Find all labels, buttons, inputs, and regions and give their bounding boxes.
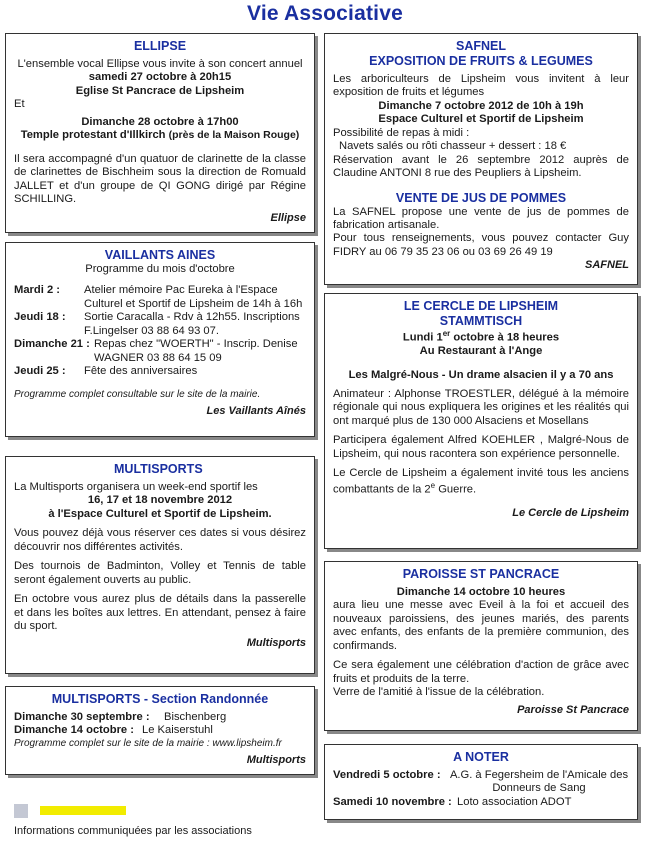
list-item: Vendredi 5 octobre : A.G. à Fegersheim de l'Amicale des Donneurs de Sang <box>333 769 629 795</box>
safnel-meal2: Navets salés ou rôti chasseur + dessert : 18 € <box>339 140 567 153</box>
list-item: Dimanche 21 : Repas chez "WOERTH" - Inscrip. Denise WAGNER 03 88 64 15 09 <box>14 338 298 364</box>
paroisse-date: Dimanche 14 octobre 10 heures <box>396 586 566 598</box>
ellipse-title: ELLIPSE <box>133 39 187 53</box>
list-item: Jeudi 25 : Fête des anniversaires <box>14 365 198 378</box>
vaillants-title: VAILLANTS AINES <box>104 248 216 262</box>
cercle-subtitle: STAMMTISCH <box>439 314 523 328</box>
multisports-dates: 16, 17 et 18 novembre 2012 <box>87 494 233 507</box>
paroisse-box <box>324 561 638 731</box>
ellipse-intro: L'ensemble vocal Ellipse vous invite à son concert annuel <box>17 58 303 70</box>
footer-square-icon <box>14 804 28 818</box>
ellipse-place2: Temple protestant d'Illkirch <box>20 129 166 142</box>
list-item: Dimanche 30 septembre : Bischenberg <box>14 711 227 723</box>
safnel-date: Dimanche 7 octobre 2012 de 10h à 19h <box>378 99 584 112</box>
cercle-signature: Le Cercle de Lipsheim <box>512 506 629 519</box>
ellipse-date2: Dimanche 28 octobre à 17h00 <box>81 115 239 128</box>
safnel-reservation: Réservation avant le 26 septembre 2012 auprès de Claudine ANTONI 8 rue des Peupliers à Lipsheim. <box>333 153 629 180</box>
ellipse-body: Il sera accompagné d'un quatuor de clarinette de la classe de clarinettes de Bischheim sous la direction de Romuald JALLET et d'un groupe de QI GONG dirigé par Régine SCHILLING. <box>14 152 306 205</box>
safnel-place: Espace Culturel et Sportif de Lipsheim <box>378 113 584 126</box>
safnel-intro: Les arboriculteurs de Lipsheim vous invitent à leur exposition de fruits et légumes <box>333 73 629 99</box>
vaillants-signature: Les Vaillants Aînés <box>206 404 306 417</box>
cercle-p3: Le Cercle de Lipsheim a également invité tous les anciens combattants de la 2e Guerre. <box>333 467 629 496</box>
list-item: Dimanche 14 octobre : Le Kaiserstuhl <box>14 724 213 737</box>
cercle-show: Les Malgré-Nous - Un drame alsacien il y a 70 ans <box>348 368 614 381</box>
ellipse-et: Et <box>14 98 25 111</box>
ellipse-signature: Ellipse <box>270 212 306 225</box>
cercle-box <box>324 293 638 549</box>
vaillants-subtitle: Programme du mois d'octobre <box>85 263 235 275</box>
anoter-box <box>324 744 638 820</box>
vaillants-note: Programme complet consultable sur le site de la mairie. <box>14 388 261 400</box>
page-title: Vie Associative <box>247 2 403 25</box>
multisports-intro: La Multisports organisera un week-end sportif les <box>14 481 258 493</box>
cercle-p1: Animateur : Alphonse TROESTLER, délégué à la mémoire régionale qui nous expliquera les origines et les réalités qui ont marqué plus de 130 000 Alsaciens et Mosellans <box>333 388 629 427</box>
cercle-title: LE CERCLE DE LIPSHEIM <box>403 299 559 313</box>
paroisse-title: PAROISSE ST PANCRACE <box>402 567 560 581</box>
multisports-signature: Multisports <box>246 637 306 650</box>
multisports-title: MULTISPORTS <box>114 462 203 476</box>
anoter-title: A NOTER <box>453 750 509 764</box>
footer-highlight-bar <box>40 806 126 815</box>
ellipse-place2-note: (près de la Maison Rouge) <box>168 129 300 142</box>
list-item: Jeudi 18 : Sortie Caracalla - Rdv à 12h55. Inscriptions F.Lingelser 03 88 64 93 07. <box>14 311 300 337</box>
safnel-meal1: Possibilité de repas à midi : <box>333 126 470 139</box>
randonnee-signature: Multisports <box>246 753 306 766</box>
list-item: Samedi 10 novembre : Loto association ADOT <box>333 795 572 808</box>
multisports-box <box>5 456 315 674</box>
multisports-place: à l'Espace Culturel et Sportif de Lipsheim. <box>48 507 272 520</box>
multisports-p1: Vous pouvez déjà vous réserver ces dates si vous désirez découvrir nos différentes activités. <box>14 527 306 553</box>
ellipse-place1: Eglise St Pancrace de Lipsheim <box>75 84 245 97</box>
paroisse-p2: Ce sera également une célébration d'action de grâce avec fruits et produits de la terre. <box>333 659 629 685</box>
safnel-juice2: Pour tous renseignements, vous pouvez contacter Guy FIDRY au 06 79 35 23 06 ou 03 69 26 49 19 <box>333 232 629 258</box>
paroisse-signature: Paroisse St Pancrace <box>517 703 629 716</box>
multisports-p2: Des tournois de Badminton, Volley et Tennis de table seront également ouverts au public. <box>14 560 306 586</box>
safnel-title: SAFNEL <box>456 39 506 53</box>
cercle-place: Au Restaurant à l'Ange <box>419 345 543 358</box>
multisports-p3: En octobre vous aurez plus de détails dans la passerelle et dans les boîtes aux lettres. En attendant, pensez à faire du sport. <box>14 593 306 632</box>
list-item: Mardi 2 : Atelier mémoire Pac Eureka à l'Espace Culturel et Sportif de Lipsheim de 14h à 16h <box>14 284 303 310</box>
safnel-juice1: La SAFNEL propose une vente de jus de pommes de fabrication artisanale. <box>333 205 629 231</box>
randonnee-note: Programme complet sur le site de la mairie : www.lipsheim.fr <box>14 737 282 749</box>
cercle-date: Lundi 1er octobre à 18 heures <box>402 329 560 344</box>
randonnee-box <box>5 686 315 775</box>
vaillants-box <box>5 242 315 437</box>
randonnee-title: MULTISPORTS - Section Randonnée <box>51 692 269 706</box>
ellipse-date1: samedi 27 octobre à 20h15 <box>88 71 232 84</box>
safnel-box <box>324 33 638 285</box>
safnel-signature: SAFNEL <box>585 259 629 272</box>
paroisse-p1: aura lieu une messe avec Eveil à la foi et accueil des nouveaux paroissiens, des jeunes mariés, des parents avec enfants, des enfants de la première communion, des confirmands. <box>333 599 629 652</box>
safnel-subtitle: EXPOSITION DE FRUITS & LEGUMES <box>369 54 593 68</box>
cercle-p2: Participera également Alfred KOEHLER , Malgré-Nous de Lipsheim, qui nous racontera son expérience personnelle. <box>333 434 629 460</box>
ellipse-box <box>5 33 315 233</box>
footer-text: Informations communiquées par les associations <box>14 825 252 837</box>
safnel-juice-title: VENTE DE JUS DE POMMES <box>395 190 567 205</box>
paroisse-p3: Verre de l'amitié à l'issue de la célébration. <box>333 686 545 699</box>
